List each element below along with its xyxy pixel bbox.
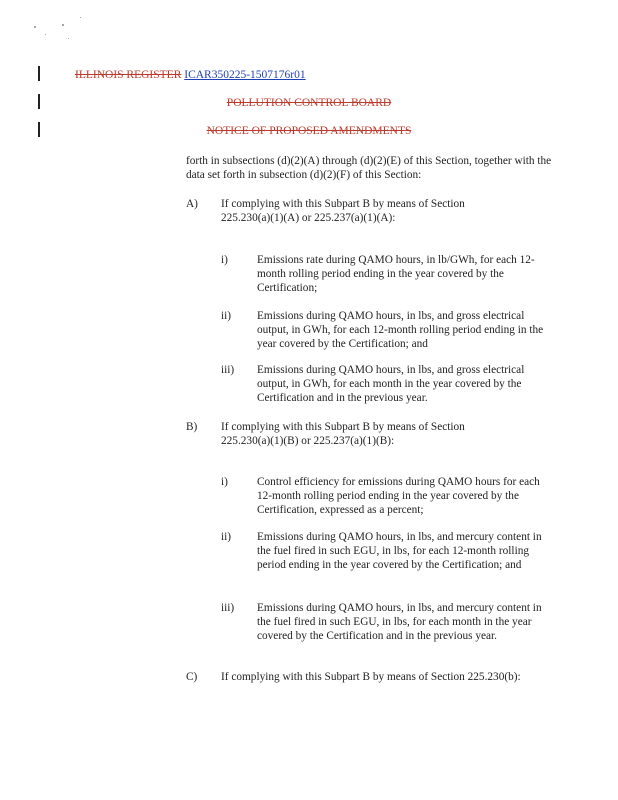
scan-speck	[34, 26, 36, 28]
section-text: If complying with this Subpart B by means of Section 225.230(b):	[221, 671, 521, 683]
section-text: If complying with this Subpart B by means of Section 225.230(a)(1)(B) or 225.237(a)(1)(B):	[221, 421, 465, 448]
register-title: ILLINOIS REGISTER	[75, 69, 182, 81]
item-label: iii)	[221, 364, 235, 376]
item-text: Emissions during QAMO hours, in lbs, and gross electrical output, in GWh, for each month in the year covered by the Certification and in the previous year.	[257, 364, 525, 405]
notice-header	[0, 125, 618, 137]
item-text: Emissions during QAMO hours, in lbs, and gross electrical output, in GWh, for each 12-month rolling period ending in the year covered by the Certification; and	[257, 310, 544, 351]
scan-speck	[62, 24, 64, 26]
section-label: C)	[186, 671, 198, 683]
agency-title: POLLUTION CONTROL BOARD	[226, 97, 392, 109]
item-text: Emissions during QAMO hours, in lbs, and mercury content in the fuel fired in such EGU, in lbs, for each month in the year covered by the Certification and in the previous year.	[257, 602, 542, 643]
item-label: iii)	[221, 602, 235, 614]
item-text: Emissions rate during QAMO hours, in lb/GWh, for each 12-month rolling period ending in the year covered by the Certification;	[257, 254, 535, 295]
item-text: Control efficiency for emissions during QAMO hours for each 12-month rolling period ending in the year covered by the Certification, expressed as a percent;	[257, 476, 540, 517]
section-label: B)	[186, 421, 198, 433]
item-label: ii)	[221, 531, 232, 543]
item-label: ii)	[221, 310, 232, 322]
item-text: Emissions during QAMO hours, in lbs, and mercury content in the fuel fired in such EGU, in lbs, for each 12-month rolling period ending in the year covered by the Certification; and	[257, 531, 542, 572]
item-label: i)	[221, 254, 228, 266]
scan-speck	[80, 17, 81, 18]
notice-title: NOTICE OF PROPOSED AMENDMENTS	[206, 125, 412, 137]
section-text: If complying with this Subpart B by means of Section 225.230(a)(1)(A) or 225.237(a)(1)(A):	[221, 198, 465, 225]
agency-header	[0, 97, 618, 109]
intro-paragraph: forth in subsections (d)(2)(A) through (d)(2)(E) of this Section, together with the data set forth in subsection (d)(2)(F) of this Section:	[186, 155, 552, 182]
scan-speck	[45, 34, 46, 35]
document-code: ICAR350225-1507176r01	[184, 69, 306, 81]
item-label: i)	[221, 476, 228, 488]
section-label: A)	[186, 198, 198, 210]
register-header	[75, 69, 306, 81]
scan-speck	[68, 38, 69, 39]
change-bar	[38, 66, 40, 81]
